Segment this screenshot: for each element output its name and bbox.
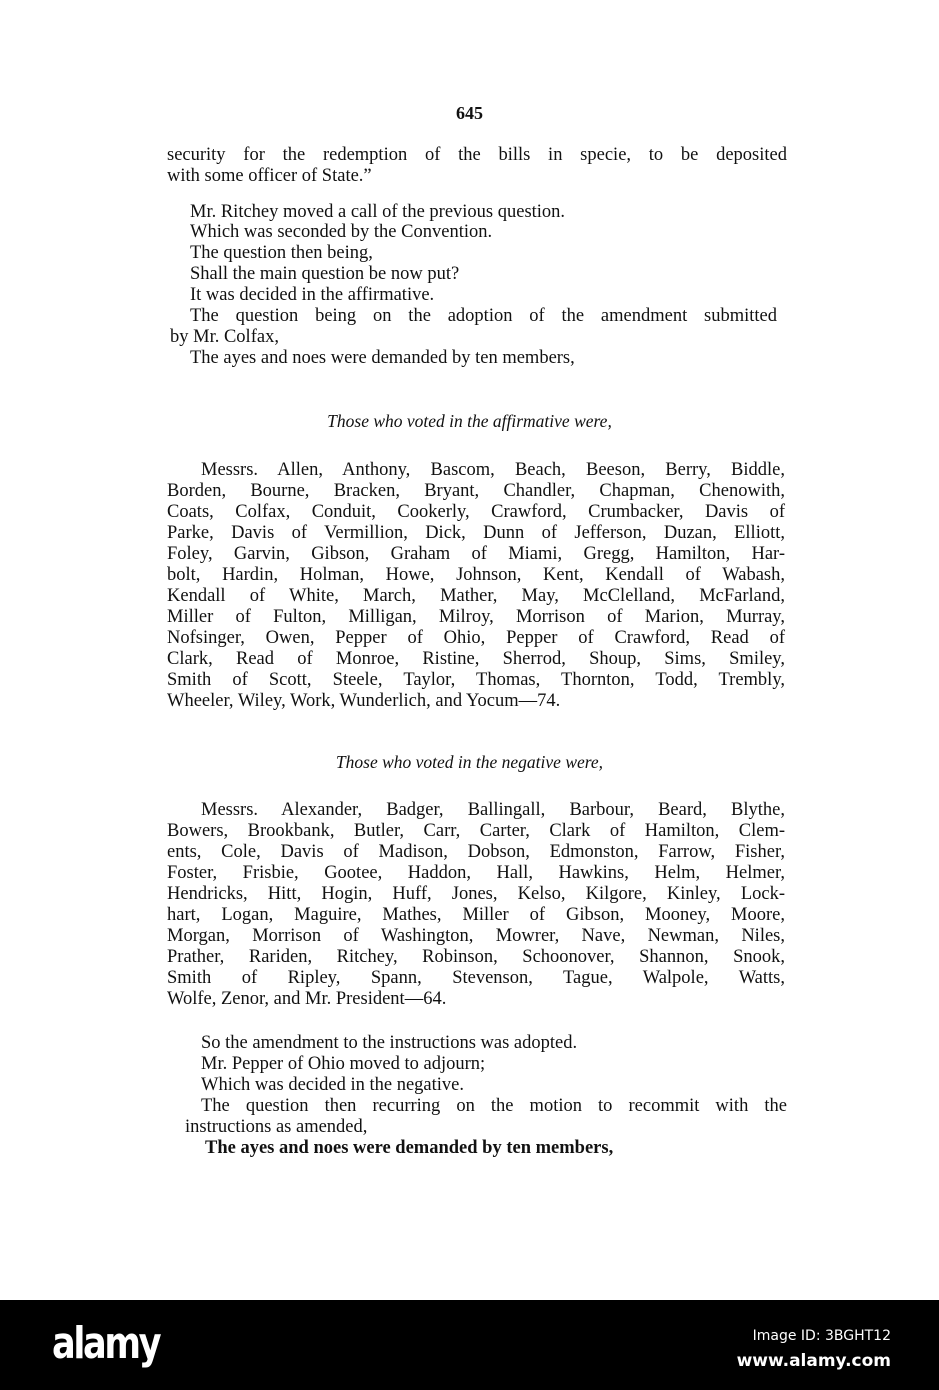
negative-line: Hendricks, Hitt, Hogin, Huff, Jones, Kelso, Kilgore, Kinley, Lock-	[167, 884, 785, 904]
watermark-bar	[0, 1300, 939, 1390]
negative-line: hart, Logan, Maguire, Mathes, Miller of Gibson, Mooney, Moore,	[167, 905, 785, 925]
negative-line: Messrs. Alexander, Badger, Ballingall, Barbour, Beard, Blythe,	[201, 800, 785, 820]
negative-line: Bowers, Brookbank, Butler, Carr, Carter, Clark of Hamilton, Clem-	[167, 821, 785, 841]
affirmative-line: Wheeler, Wiley, Work, Wunderlich, and Yocum—74.	[167, 691, 561, 711]
negative-line: Morgan, Morrison of Washington, Mowrer, Nave, Newman, Niles,	[167, 926, 785, 946]
affirmative-line: Foley, Garvin, Gibson, Graham of Miami, Gregg, Hamilton, Har-	[167, 544, 785, 564]
proceeding-line: Which was seconded by the Convention.	[190, 222, 493, 242]
proceeding-line: Mr. Ritchey moved a call of the previous question.	[190, 202, 566, 222]
affirmative-line: Messrs. Allen, Anthony, Bascom, Beach, Beeson, Berry, Biddle,	[201, 460, 785, 480]
image-id: Image ID: 3BGHT12	[752, 1328, 891, 1344]
negative-line: ents, Cole, Davis of Madison, Dobson, Edmonston, Farrow, Fisher,	[167, 842, 785, 862]
proceeding-line: It was decided in the affirmative.	[190, 285, 435, 305]
proceeding-line: Shall the main question be now put?	[190, 264, 460, 284]
affirmative-line: Miller of Fulton, Milligan, Milroy, Morrison of Marion, Murray,	[167, 607, 785, 627]
affirmative-line: Smith of Scott, Steele, Taylor, Thomas, Thornton, Todd, Trembly,	[167, 670, 785, 690]
proceeding-line: by Mr. Colfax,	[170, 327, 279, 347]
affirmative-line: Coats, Colfax, Conduit, Cookerly, Crawford, Crumbacker, Davis of	[167, 502, 785, 522]
affirmative-line: Kendall of White, March, Mather, May, McClelland, McFarland,	[167, 586, 785, 606]
closing-line: instructions as amended,	[185, 1117, 368, 1137]
negative-line: Smith of Ripley, Spann, Stevenson, Tague, Walpole, Watts,	[167, 968, 785, 988]
negative-line: Foster, Frisbie, Gootee, Haddon, Hall, Hawkins, Helm, Helmer,	[167, 863, 785, 883]
page-number: 645	[456, 103, 483, 123]
affirmative-line: Parke, Davis of Vermillion, Dick, Dunn of Jefferson, Duzan, Elliott,	[167, 523, 785, 543]
affirmative-line: Clark, Read of Monroe, Ristine, Sherrod, Shoup, Sims, Smiley,	[167, 649, 785, 669]
intro-line: with some officer of State.”	[167, 166, 372, 186]
watermark-url: www.alamy.com	[736, 1351, 891, 1371]
closing-line: Mr. Pepper of Ohio moved to adjourn;	[201, 1054, 486, 1074]
closing-line: The ayes and noes were demanded by ten members,	[205, 1138, 614, 1158]
proceeding-line: The ayes and noes were demanded by ten members,	[190, 348, 575, 368]
intro-line: security for the redemption of the bills in specie, to be deposited	[167, 145, 787, 165]
closing-line: The question then recurring on the motion to recommit with the	[201, 1096, 787, 1116]
closing-line: So the amendment to the instructions was adopted.	[201, 1033, 578, 1053]
negative-line: Wolfe, Zenor, and Mr. President—64.	[167, 989, 447, 1009]
alamy-logo: alamy	[52, 1318, 160, 1369]
proceeding-line: The question being on the adoption of the amendment submitted	[190, 306, 777, 326]
negative-heading: Those who voted in the negative were,	[335, 752, 604, 772]
proceeding-line: The question then being,	[190, 243, 373, 263]
negative-line: Prather, Rariden, Ritchey, Robinson, Schoonover, Shannon, Snook,	[167, 947, 785, 967]
affirmative-heading: Those who voted in the affirmative were,	[327, 411, 612, 431]
affirmative-line: bolt, Hardin, Holman, Howe, Johnson, Kent, Kendall of Wabash,	[167, 565, 785, 585]
affirmative-line: Borden, Bourne, Bracken, Bryant, Chandler, Chapman, Chenowith,	[167, 481, 785, 501]
closing-line: Which was decided in the negative.	[201, 1075, 465, 1095]
affirmative-line: Nofsinger, Owen, Pepper of Ohio, Pepper of Crawford, Read of	[167, 628, 785, 648]
